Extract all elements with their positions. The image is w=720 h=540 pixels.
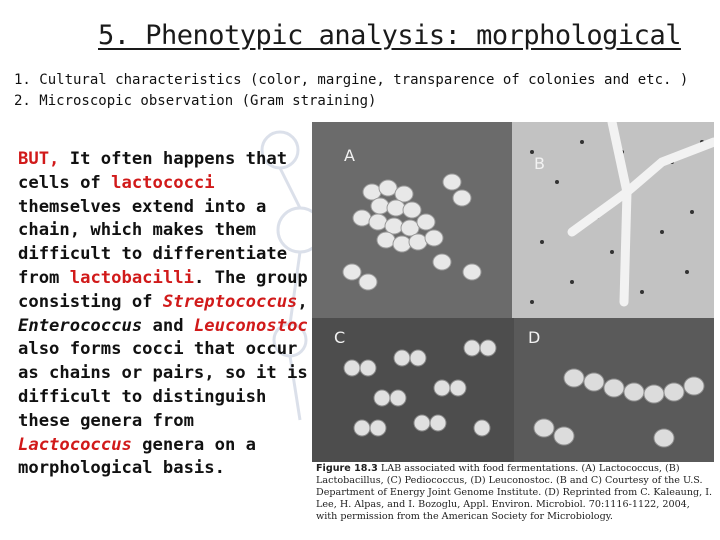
panel-label-a: A xyxy=(344,146,355,165)
panel-c-pediococcus xyxy=(312,318,514,462)
point-cultural: 1. Cultural characteristics (color, margine, transparence of colonies and etc. ) xyxy=(14,72,689,88)
figure-caption xyxy=(316,463,714,523)
panel-label-c: C xyxy=(334,328,346,347)
term-leuconostoc: Leuconostoc xyxy=(193,315,308,336)
but-word: BUT, xyxy=(18,149,60,169)
cocci-cluster-image xyxy=(312,122,512,318)
panel-label-b: B xyxy=(534,154,545,173)
panel-a-lactococcus xyxy=(312,122,512,318)
rod-chain-image xyxy=(512,122,714,318)
point-microscopic: 2. Microscopic observation (Gram straining) xyxy=(14,93,377,109)
caption-text: LAB associated with food fermentations. (A) Lactococcus, (B) Lactobacillus, (C) Pediococcus, (D) Leuconostoc. (B and C) Courtesy of the U.S. Department of Energy Joint Genome Institute. (D) Reprinted from C. Kaleaung, I. Lee, H. Alpas, and I. Bozoglu, Appl. Environ. Microbiol. 70:1116-1122, 2004, with permission from the American Society for Microbiology. xyxy=(316,463,713,522)
panel-label-d: D xyxy=(528,328,541,347)
term-lactobacilli: lactobacilli xyxy=(69,267,194,288)
caption-label: Figure 18.3 xyxy=(316,463,378,474)
slide-title: 5. Phenotypic analysis: morphological xyxy=(98,20,681,51)
body-paragraph: BUT, It often happens that cells of lactococci themselves extend into a chain, which makes them difficult to differentiate from lactobacilli. The group consisting of Streptococcus, Enterococcus and Leuconostoc also forms cocci that occur as chains or pairs, so it is difficult to distinguish these genera from Lactococcus genera on a morphological basis. xyxy=(18,149,308,479)
panel-b-lactobacillus xyxy=(512,122,714,318)
term-lactococci: lactococci xyxy=(111,172,215,193)
bullet-points xyxy=(14,70,688,112)
term-lactococcus: Lactococcus xyxy=(18,434,132,455)
micrograph-figure xyxy=(312,122,714,462)
coccoid-chain-image xyxy=(514,318,714,462)
panel-d-leuconostoc xyxy=(514,318,714,462)
term-streptococcus: Streptococcus xyxy=(162,291,298,312)
term-enterococcus: Enterococcus xyxy=(18,315,143,336)
